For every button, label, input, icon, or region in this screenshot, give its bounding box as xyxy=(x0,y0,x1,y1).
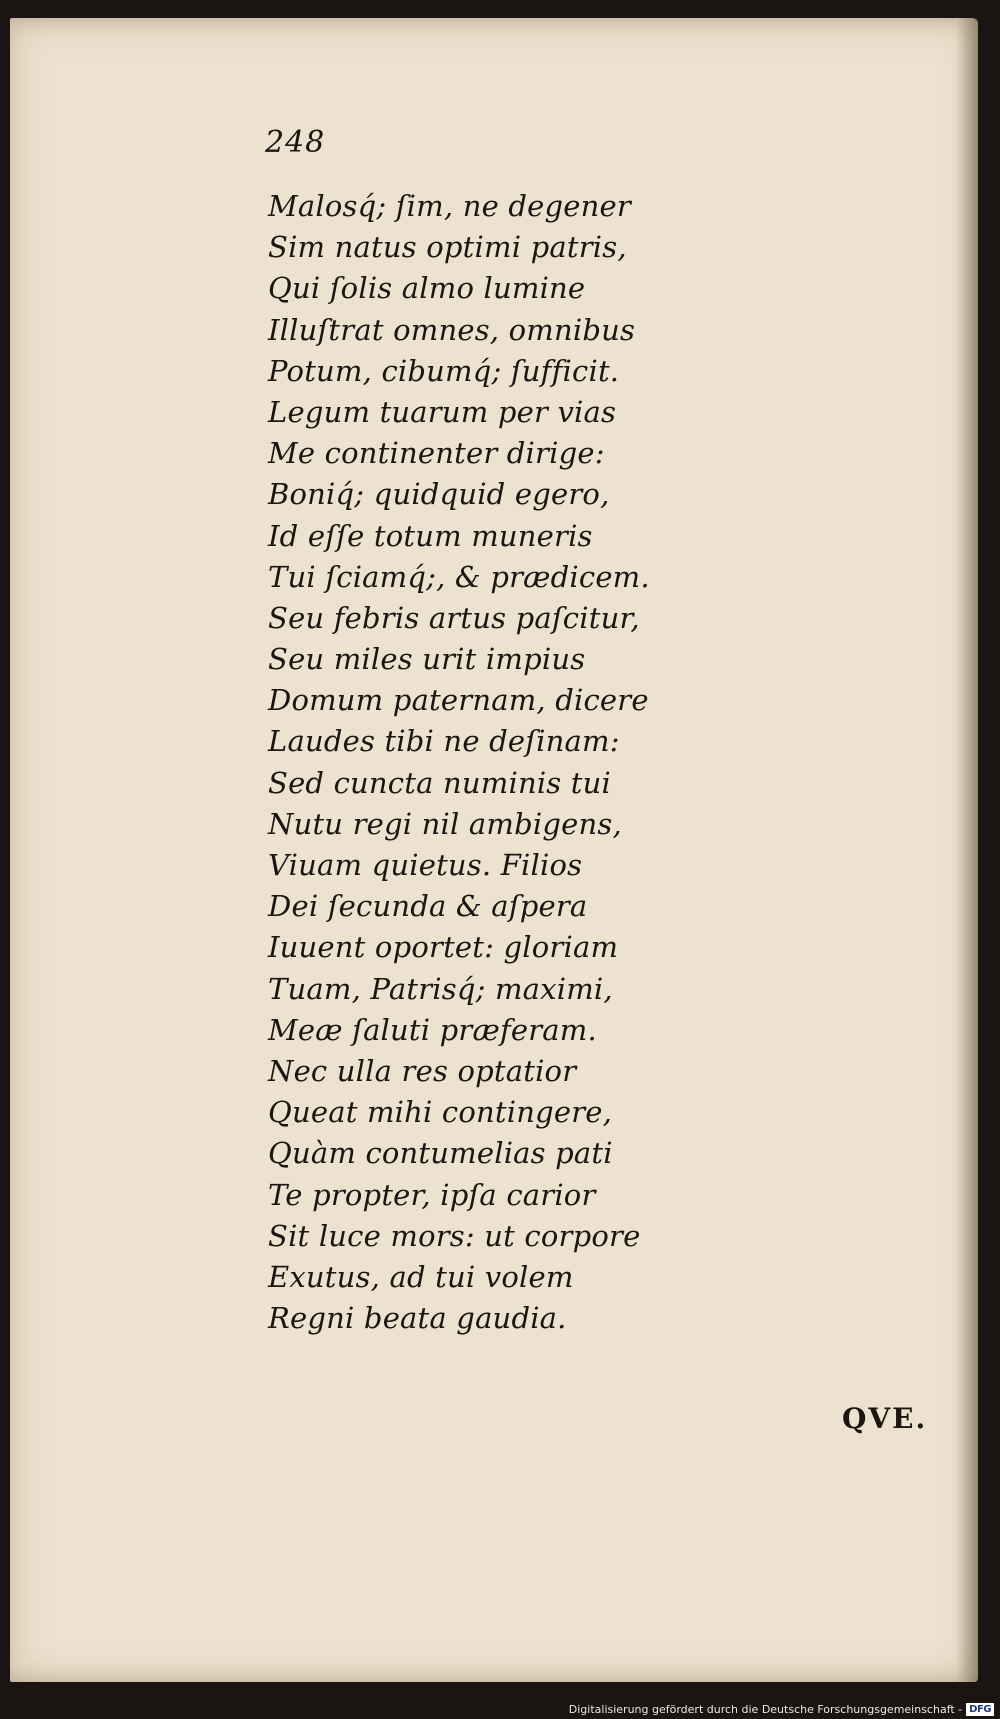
poem-line: Meæ ſaluti præferam. xyxy=(268,1012,597,1047)
poem-line: Seu miles urit impius xyxy=(268,642,586,677)
poem-line: Regni beata gaudia. xyxy=(268,1301,567,1336)
poem-text xyxy=(268,186,650,1339)
poem-line: Domum paternam, dicere xyxy=(268,683,649,718)
book-page xyxy=(10,18,978,1682)
poem-line: Me continenter dirige: xyxy=(268,436,605,471)
poem-line: Boniq́; quidquid egero, xyxy=(268,477,610,512)
poem-line: Laudes tibi ne deſinam: xyxy=(268,724,620,759)
poem-line: Tui ſciamq́;, & prædicem. xyxy=(268,559,650,594)
page-edge-shadow xyxy=(956,18,978,1682)
catchword: QVE. xyxy=(842,1402,928,1435)
poem-line: Viuam quietus. Filios xyxy=(268,848,583,882)
poem-line: Te propter, ipſa carior xyxy=(268,1177,596,1212)
digitization-credit xyxy=(569,1701,994,1717)
poem-line: Illuſtrat omnes, omnibus xyxy=(268,312,636,347)
poem-line: Qui ſolis almo lumine xyxy=(268,271,586,306)
poem-line: Sed cuncta numinis tui xyxy=(268,765,611,800)
poem-line: Quàm contumelias pati xyxy=(268,1136,613,1171)
poem-line: Sit luce mors: ut corpore xyxy=(268,1218,641,1253)
poem-line: Potum, cibumq́; ſufficit. xyxy=(268,353,620,388)
poem-line: Seu febris artus paſcitur, xyxy=(268,600,640,635)
credit-text: Digitalisierung gefördert durch die Deutsche Forschungsgemeinschaft - xyxy=(568,1702,963,1716)
poem-line: Exutus, ad tui volem xyxy=(268,1259,574,1294)
poem-line: Tuam, Patrisq́; maximi, xyxy=(268,971,613,1006)
poem-line: Legum tuarum per vias xyxy=(268,394,617,429)
poem-line: Dei ſecunda & aſpera xyxy=(268,889,588,924)
poem-line: Iuuent oportet: gloriam xyxy=(268,930,619,965)
poem-line: Nec ulla res optatior xyxy=(268,1053,577,1088)
poem-line: Nutu regi nil ambigens, xyxy=(268,806,622,841)
poem-line: Id eſſe totum muneris xyxy=(268,518,593,553)
poem-line: Queat mihi contingere, xyxy=(268,1095,613,1130)
dfg-logo: DFG xyxy=(966,1703,994,1716)
poem-line: Malosq́; ſim, ne degener xyxy=(268,189,631,223)
page-number: 248 xyxy=(265,125,326,160)
poem-line: Sim natus optimi patris, xyxy=(268,230,627,265)
